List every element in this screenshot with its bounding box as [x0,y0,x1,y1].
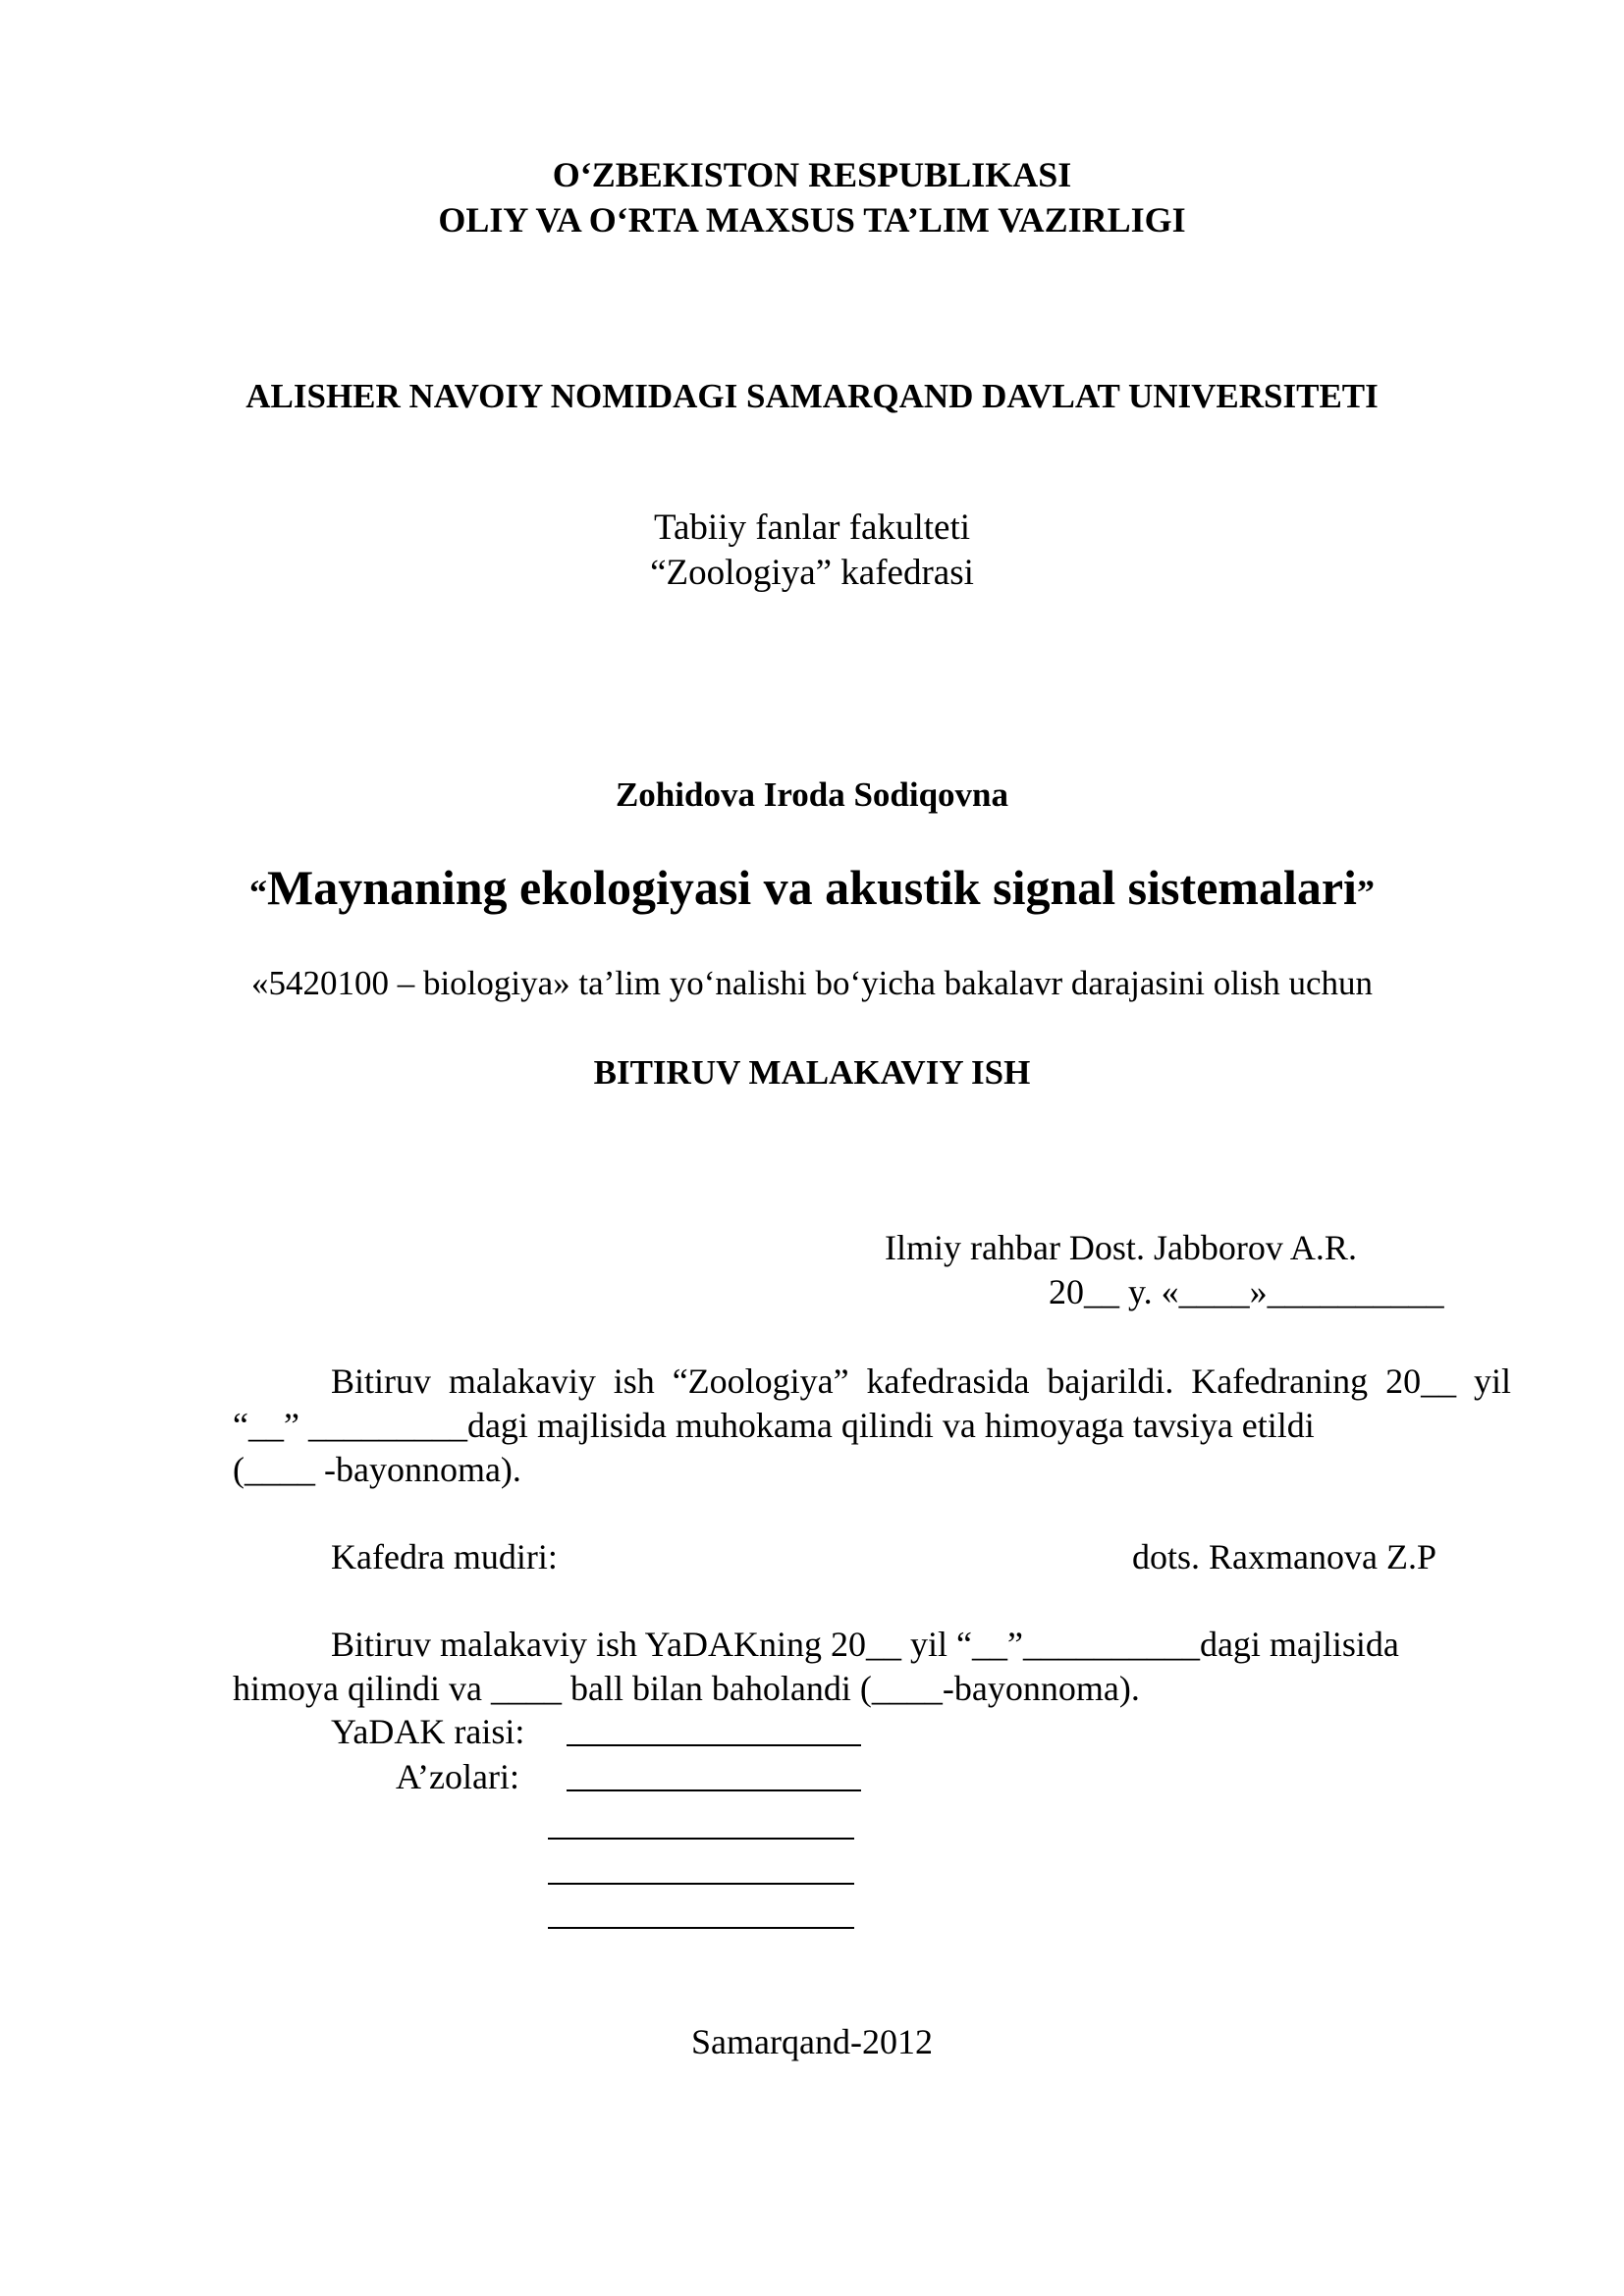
title-open-quote: “ [249,873,268,912]
commission-paragraph [233,1623,1511,1711]
members-label: A’zolari: [396,1757,519,1796]
specialty-line: «5420100 – biologiya» ta’lim yo‘nalishi bo‘yicha bakalavr darajasini olish uchun [250,964,1374,1002]
chair-signature-line [567,1744,861,1746]
title-close-quote: ” [1356,873,1375,912]
ministry-header [0,152,1624,242]
head-of-department-name: dots. Raxmanova Z.P [1132,1537,1436,1576]
supervisor-line: Ilmiy rahbar Dost. Jabborov A.R. [885,1228,1357,1267]
member-signature-line-3 [548,1883,854,1885]
supervisor-date: 20__ y. «____»__________ [1049,1272,1444,1311]
faculty-block [0,506,1624,596]
work-title [0,859,1624,916]
member-signature-line-2 [548,1838,854,1840]
department-review-protocol: (____ -bayonnoma). [233,1450,521,1489]
commission-text: Bitiruv malakaviy ish YaDAKning 20__ yil “__”__________dagi majlisida himoya qilindi va ____ ball bilan baholandi (____-bayonnoma). [233,1625,1399,1708]
faculty-name: Tabiiy fanlar fakulteti [653,507,971,548]
head-of-department-label: Kafedra mudiri: [331,1537,558,1576]
city-year: Samarqand-2012 [691,2022,933,2061]
department-name: “Zoologiya” kafedrasi [650,553,974,593]
department-review-paragraph [233,1360,1511,1492]
chair-label: YaDAK raisi: [331,1712,525,1751]
title-text: Maynaning ekologiyasi va akustik signal sistemalari [267,860,1357,915]
ministry-name: OLIY VA O‘RTA MAXSUS TA’LIM VAZIRLIGI [438,200,1186,240]
country-name: O‘ZBEKISTON RESPUBLIKASI [552,155,1072,194]
member-signature-line-4 [548,1927,854,1929]
department-review-text: Bitiruv malakaviy ish “Zoologiya” kafedrasida bajarildi. Kafedraning 20__ yil “__” _________dagi majlisida muhokama qilindi va himoyaga tavsiya etildi [233,1362,1511,1445]
work-type: BITIRUV MALAKAVIY ISH [593,1053,1031,1092]
member-signature-line-1 [567,1789,861,1791]
author-name: Zohidova Iroda Sodiqovna [615,775,1009,814]
university-name: ALISHER NAVOIY NOMIDAGI SAMARQAND DAVLAT UNIVERSITETI [245,377,1379,415]
